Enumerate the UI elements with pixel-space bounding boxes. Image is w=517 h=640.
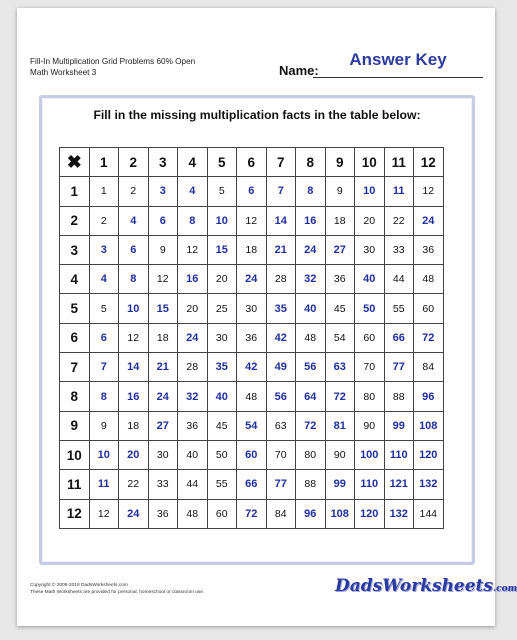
column-header: 9 <box>325 148 355 177</box>
worksheet-title <box>30 56 250 78</box>
row-header: 5 <box>60 294 90 323</box>
answer-cell[interactable]: 32 <box>296 265 326 294</box>
given-cell: 36 <box>148 499 178 528</box>
answer-cell[interactable]: 14 <box>266 206 296 235</box>
grid-row <box>60 294 444 323</box>
answer-cell[interactable]: 21 <box>148 353 178 382</box>
row-header: 10 <box>60 440 90 469</box>
answer-cell[interactable]: 10 <box>89 440 119 469</box>
answer-cell[interactable]: 24 <box>148 382 178 411</box>
grid-header-row <box>60 148 444 177</box>
given-cell: 22 <box>384 206 414 235</box>
given-cell: 90 <box>325 440 355 469</box>
given-cell: 12 <box>119 323 149 352</box>
answer-cell[interactable]: 24 <box>296 235 326 264</box>
column-header: 4 <box>178 148 208 177</box>
answer-cell[interactable]: 72 <box>237 499 267 528</box>
given-cell: 12 <box>89 499 119 528</box>
answer-cell[interactable]: 6 <box>237 177 267 206</box>
given-cell: 18 <box>237 235 267 264</box>
name-label: Name: <box>279 63 319 78</box>
row-header: 12 <box>60 499 90 528</box>
given-cell: 63 <box>266 411 296 440</box>
answer-cell[interactable]: 16 <box>178 265 208 294</box>
usage-note: These Math Worksheets are provided for personal, homeschool or classroom use. <box>30 590 205 595</box>
given-cell: 36 <box>237 323 267 352</box>
column-header: 1 <box>89 148 119 177</box>
given-cell: 60 <box>207 499 237 528</box>
given-cell: 9 <box>89 411 119 440</box>
given-cell: 2 <box>119 177 149 206</box>
instructions: Fill in the missing multiplication facts in the table below: <box>93 108 421 122</box>
answer-cell[interactable]: 56 <box>266 382 296 411</box>
answer-cell[interactable]: 108 <box>325 499 355 528</box>
grid-row <box>60 353 444 382</box>
answer-cell[interactable]: 72 <box>296 411 326 440</box>
given-cell: 5 <box>207 177 237 206</box>
grid-row <box>60 470 444 499</box>
multiply-icon: ✖ <box>60 148 90 177</box>
given-cell: 30 <box>148 440 178 469</box>
answer-cell[interactable]: 24 <box>237 265 267 294</box>
given-cell: 25 <box>207 294 237 323</box>
given-cell: 80 <box>355 382 385 411</box>
answer-cell[interactable]: 6 <box>119 235 149 264</box>
answer-cell[interactable]: 35 <box>266 294 296 323</box>
grid-row <box>60 499 444 528</box>
given-cell: 28 <box>266 265 296 294</box>
answer-cell[interactable]: 4 <box>89 265 119 294</box>
answer-cell[interactable]: 66 <box>384 323 414 352</box>
answer-cell[interactable]: 40 <box>355 265 385 294</box>
given-cell: 20 <box>355 206 385 235</box>
answer-cell[interactable]: 27 <box>148 411 178 440</box>
answer-cell[interactable]: 132 <box>414 470 444 499</box>
worksheet-title-line-1: Fill-In Multiplication Grid Problems 60% Open <box>30 57 196 66</box>
answer-cell[interactable]: 3 <box>89 235 119 264</box>
given-cell: 44 <box>178 470 208 499</box>
answer-cell[interactable]: 96 <box>296 499 326 528</box>
answer-cell[interactable]: 96 <box>414 382 444 411</box>
column-header: 12 <box>414 148 444 177</box>
answer-cell[interactable]: 8 <box>119 265 149 294</box>
answer-cell[interactable]: 24 <box>178 323 208 352</box>
answer-cell[interactable]: 42 <box>266 323 296 352</box>
answer-cell[interactable]: 10 <box>119 294 149 323</box>
answer-cell[interactable]: 120 <box>355 499 385 528</box>
grid-row <box>60 235 444 264</box>
given-cell: 12 <box>148 265 178 294</box>
column-header: 8 <box>296 148 326 177</box>
given-cell: 18 <box>325 206 355 235</box>
copyright-line: Copyright © 2008-2018 DadsWorksheets.com <box>30 583 128 588</box>
given-cell: 60 <box>355 323 385 352</box>
given-cell: 33 <box>148 470 178 499</box>
grid-row <box>60 382 444 411</box>
answer-cell[interactable]: 63 <box>325 353 355 382</box>
answer-key-title: Answer Key <box>349 50 447 69</box>
row-header: 9 <box>60 411 90 440</box>
answer-cell[interactable]: 120 <box>414 440 444 469</box>
given-cell: 70 <box>355 353 385 382</box>
given-cell: 9 <box>325 177 355 206</box>
answer-cell[interactable]: 60 <box>237 440 267 469</box>
given-cell: 88 <box>384 382 414 411</box>
answer-cell[interactable]: 8 <box>89 382 119 411</box>
row-header: 7 <box>60 353 90 382</box>
answer-cell[interactable]: 11 <box>89 470 119 499</box>
answer-cell[interactable]: 16 <box>119 382 149 411</box>
answer-cell[interactable]: 40 <box>296 294 326 323</box>
answer-cell[interactable]: 81 <box>325 411 355 440</box>
answer-cell[interactable]: 27 <box>325 235 355 264</box>
row-header: 6 <box>60 323 90 352</box>
column-header: 10 <box>355 148 385 177</box>
given-cell: 5 <box>89 294 119 323</box>
answer-cell[interactable]: 72 <box>414 323 444 352</box>
answer-cell[interactable]: 4 <box>119 206 149 235</box>
column-header: 7 <box>266 148 296 177</box>
answer-cell[interactable]: 16 <box>296 206 326 235</box>
given-cell: 50 <box>207 440 237 469</box>
given-cell: 84 <box>266 499 296 528</box>
given-cell: 40 <box>178 440 208 469</box>
given-cell: 45 <box>207 411 237 440</box>
answer-cell[interactable]: 100 <box>355 440 385 469</box>
answer-cell[interactable]: 6 <box>148 206 178 235</box>
given-cell: 30 <box>355 235 385 264</box>
answer-cell[interactable]: 49 <box>266 353 296 382</box>
answer-cell[interactable]: 24 <box>414 206 444 235</box>
answer-cell[interactable]: 3 <box>148 177 178 206</box>
given-cell: 48 <box>178 499 208 528</box>
answer-cell[interactable]: 10 <box>207 206 237 235</box>
given-cell: 90 <box>355 411 385 440</box>
given-cell: 28 <box>178 353 208 382</box>
dadsworksheets-logo <box>335 576 517 602</box>
answer-cell[interactable]: 7 <box>266 177 296 206</box>
given-cell: 12 <box>178 235 208 264</box>
given-cell: 22 <box>119 470 149 499</box>
grid-body <box>60 148 444 529</box>
answer-cell[interactable]: 21 <box>266 235 296 264</box>
multiplication-grid <box>59 147 444 529</box>
answer-cell[interactable]: 4 <box>178 177 208 206</box>
answer-cell[interactable]: 24 <box>119 499 149 528</box>
grid-row <box>60 206 444 235</box>
given-cell: 30 <box>207 323 237 352</box>
answer-cell[interactable]: 35 <box>207 353 237 382</box>
answer-cell[interactable]: 6 <box>89 323 119 352</box>
answer-cell[interactable]: 7 <box>89 353 119 382</box>
given-cell: 20 <box>207 265 237 294</box>
given-cell: 55 <box>384 294 414 323</box>
name-line <box>313 77 483 78</box>
given-cell: 36 <box>414 235 444 264</box>
answer-cell[interactable]: 66 <box>237 470 267 499</box>
column-header: 11 <box>384 148 414 177</box>
answer-cell[interactable]: 77 <box>266 470 296 499</box>
row-header: 1 <box>60 177 90 206</box>
given-cell: 1 <box>89 177 119 206</box>
column-header: 6 <box>237 148 267 177</box>
given-cell: 12 <box>414 177 444 206</box>
answer-cell[interactable]: 15 <box>207 235 237 264</box>
logo-text: DadsWorksheets <box>335 576 493 596</box>
answer-cell[interactable]: 64 <box>296 382 326 411</box>
given-cell: 60 <box>414 294 444 323</box>
given-cell: 12 <box>237 206 267 235</box>
answer-cell[interactable]: 110 <box>384 440 414 469</box>
given-cell: 55 <box>207 470 237 499</box>
answer-cell[interactable]: 8 <box>178 206 208 235</box>
answer-cell[interactable]: 40 <box>207 382 237 411</box>
given-cell: 48 <box>237 382 267 411</box>
row-header: 4 <box>60 265 90 294</box>
answer-cell[interactable]: 72 <box>325 382 355 411</box>
answer-cell[interactable]: 132 <box>384 499 414 528</box>
worksheet-page <box>17 8 517 626</box>
answer-cell[interactable]: 99 <box>384 411 414 440</box>
answer-cell[interactable]: 108 <box>414 411 444 440</box>
column-header: 5 <box>207 148 237 177</box>
grid-row <box>60 323 444 352</box>
row-header: 2 <box>60 206 90 235</box>
answer-cell[interactable]: 56 <box>296 353 326 382</box>
row-header: 8 <box>60 382 90 411</box>
grid-row <box>60 440 444 469</box>
given-cell: 48 <box>296 323 326 352</box>
given-cell: 9 <box>148 235 178 264</box>
given-cell: 2 <box>89 206 119 235</box>
worksheet-title-line-2: Math Worksheet 3 <box>30 68 97 77</box>
answer-cell[interactable]: 8 <box>296 177 326 206</box>
answer-cell[interactable]: 15 <box>148 294 178 323</box>
answer-cell[interactable]: 42 <box>237 353 267 382</box>
grid-row <box>60 265 444 294</box>
given-cell: 88 <box>296 470 326 499</box>
column-header: 2 <box>119 148 149 177</box>
row-header: 11 <box>60 470 90 499</box>
given-cell: 33 <box>384 235 414 264</box>
given-cell: 45 <box>325 294 355 323</box>
given-cell: 36 <box>325 265 355 294</box>
answer-cell[interactable]: 99 <box>325 470 355 499</box>
given-cell: 54 <box>325 323 355 352</box>
given-cell: 80 <box>296 440 326 469</box>
answer-cell[interactable]: 20 <box>119 440 149 469</box>
given-cell: 84 <box>414 353 444 382</box>
answer-cell[interactable]: 110 <box>355 470 385 499</box>
given-cell: 144 <box>414 499 444 528</box>
column-header: 3 <box>148 148 178 177</box>
answer-cell[interactable]: 50 <box>355 294 385 323</box>
copyright-notice <box>30 582 330 596</box>
answer-cell[interactable]: 10 <box>355 177 385 206</box>
logo-tld: .com <box>492 584 517 594</box>
answer-cell[interactable]: 77 <box>384 353 414 382</box>
answer-cell[interactable]: 11 <box>384 177 414 206</box>
answer-cell[interactable]: 14 <box>119 353 149 382</box>
answer-cell[interactable]: 54 <box>237 411 267 440</box>
given-cell: 36 <box>178 411 208 440</box>
given-cell: 18 <box>148 323 178 352</box>
given-cell: 44 <box>384 265 414 294</box>
grid-row <box>60 411 444 440</box>
given-cell: 48 <box>414 265 444 294</box>
grid-row <box>60 177 444 206</box>
given-cell: 20 <box>178 294 208 323</box>
given-cell: 18 <box>119 411 149 440</box>
given-cell: 70 <box>266 440 296 469</box>
answer-cell[interactable]: 121 <box>384 470 414 499</box>
given-cell: 30 <box>237 294 267 323</box>
answer-cell[interactable]: 32 <box>178 382 208 411</box>
row-header: 3 <box>60 235 90 264</box>
